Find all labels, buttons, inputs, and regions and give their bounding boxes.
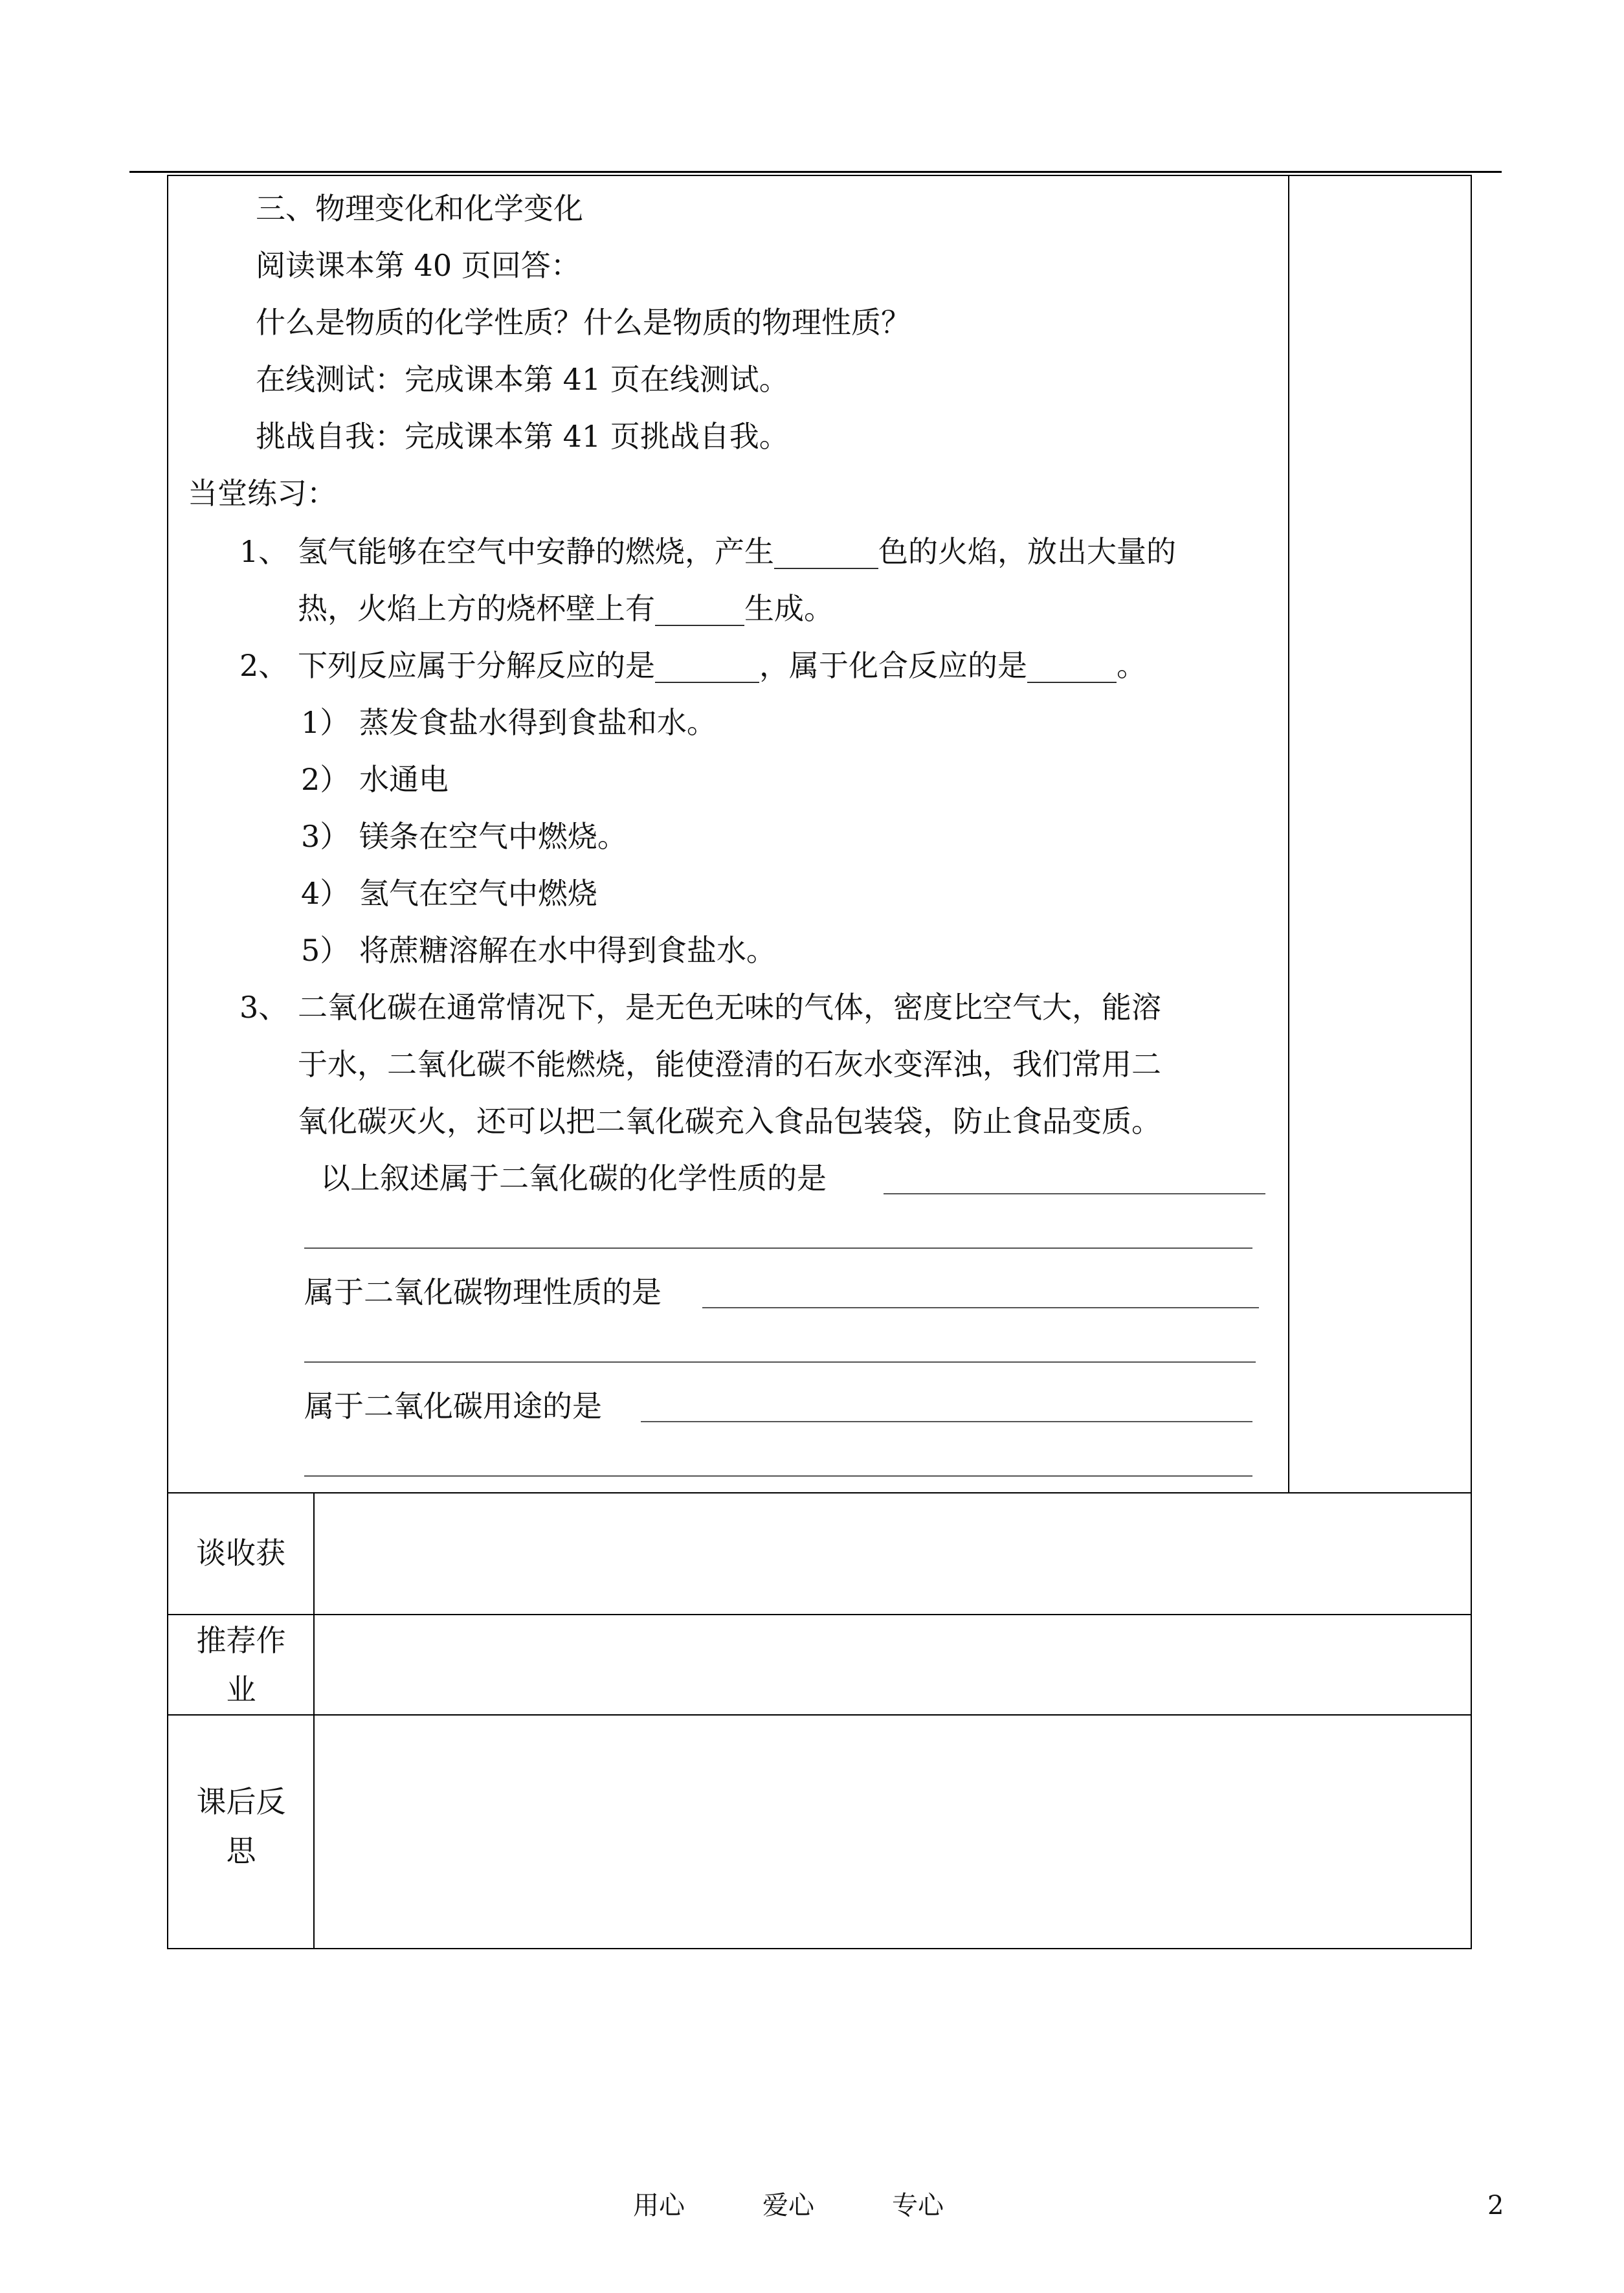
q2-option: 1） 蒸发食盐水得到食盐和水。 <box>301 705 717 740</box>
q2-number: 2、 <box>239 648 289 683</box>
property-question: 什么是物质的化学性质？什么是物质的物理性质？ <box>256 305 911 340</box>
q1-line-2: 热，火焰上方的烧杯壁上有______生成。 <box>298 591 834 626</box>
row-divider-harvest <box>167 1492 1472 1493</box>
q3-phys-prompt: 属于二氧化碳物理性质的是 <box>304 1275 662 1310</box>
table-top-border <box>167 175 1472 176</box>
header-rule <box>129 171 1502 173</box>
harvest-label: 谈收获 <box>196 1536 285 1571</box>
q3-phys-answer-line[interactable] <box>702 1307 1259 1308</box>
online-test-instruction: 在线测试：完成课本第 41 页在线测试。 <box>256 362 789 397</box>
q3-chem-answer-line-2[interactable] <box>304 1247 1252 1249</box>
q3-use-prompt: 属于二氧化碳用途的是 <box>304 1389 602 1424</box>
q3-line-3: 氧化碳灭火，还可以把二氧化碳充入食品包装袋，防止食品变质。 <box>298 1104 1161 1139</box>
q3-chem-answer-line[interactable] <box>884 1193 1265 1194</box>
q1-line-1: 氢气能够在空气中安静的燃烧，产生_______色的火焰，放出大量的 <box>298 534 1176 569</box>
footer-motto: 专心 <box>892 2191 944 2220</box>
q3-use-answer-line-2[interactable] <box>304 1475 1252 1477</box>
table-left-border <box>167 175 168 1949</box>
q3-phys-answer-line-2[interactable] <box>304 1361 1256 1363</box>
section-title: 三、物理变化和化学变化 <box>256 191 583 226</box>
q1-number: 1、 <box>239 534 289 569</box>
q3-number: 3、 <box>239 990 289 1025</box>
challenge-instruction: 挑战自我：完成课本第 41 页挑战自我。 <box>256 419 789 454</box>
q2-line-1: 下列反应属于分解反应的是_______，属于化合反应的是______。 <box>298 648 1146 683</box>
footer-motto: 用心 <box>633 2191 685 2220</box>
q3-line-2: 于水，二氧化碳不能燃烧，能使澄清的石灰水变浑浊，我们常用二 <box>298 1047 1161 1082</box>
q3-use-answer-line[interactable] <box>641 1421 1252 1422</box>
footer-motto: 爱心 <box>762 2191 814 2220</box>
q2-option: 3） 镁条在空气中燃烧。 <box>301 819 627 854</box>
row-divider-homework <box>167 1614 1472 1615</box>
q2-option: 4） 氢气在空气中燃烧 <box>301 876 597 911</box>
table-bottom-border <box>167 1948 1472 1949</box>
table-right-border <box>1471 175 1472 1949</box>
q2-option: 5） 将蔗糖溶解在水中得到食盐水。 <box>301 933 776 968</box>
q3-chem-prompt: 以上叙述属于二氧化碳的化学性质的是 <box>320 1161 827 1196</box>
page-number: 2 <box>1487 2191 1504 2220</box>
label-column-divider <box>313 1492 315 1949</box>
q3-line-1: 二氧化碳在通常情况下，是无色无味的气体，密度比空气大，能溶 <box>298 990 1161 1025</box>
homework-label: 推荐作业 <box>196 1623 286 1707</box>
reading-instruction: 阅读课本第 40 页回答： <box>256 248 581 283</box>
notes-column-divider <box>1288 175 1289 1493</box>
q2-option: 2） 水通电 <box>301 762 449 797</box>
row-divider-reflection <box>167 1714 1472 1716</box>
reflection-label: 课后反思 <box>196 1784 286 1868</box>
practice-heading: 当堂练习： <box>188 476 337 511</box>
